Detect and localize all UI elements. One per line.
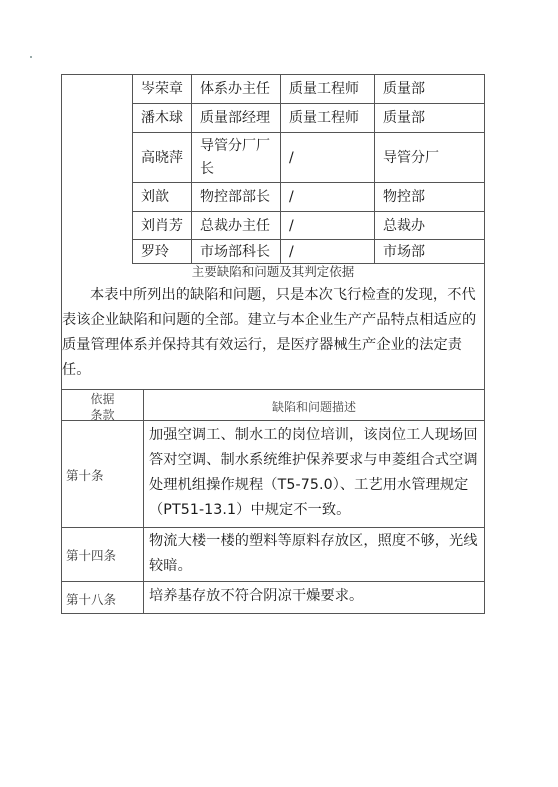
defect-clause: 第十条 <box>66 468 104 483</box>
person-name: 潘木球 <box>133 104 192 133</box>
person-title: / <box>281 212 375 240</box>
defect-clause: 第十四条 <box>66 548 117 563</box>
scan-speck <box>30 56 32 58</box>
table-row <box>133 133 485 183</box>
table-row <box>133 104 485 133</box>
person-department: 总裁办 <box>375 212 485 240</box>
person-department: 质量部 <box>375 104 485 133</box>
table-row <box>133 183 485 212</box>
table-row <box>133 212 485 240</box>
table-row <box>133 75 485 104</box>
person-department: 质量部 <box>375 75 485 104</box>
person-name: 刘歆 <box>133 183 192 212</box>
person-name: 罗玲 <box>133 240 192 264</box>
table-row <box>133 240 485 264</box>
defect-description: 培养基存放不符合阴凉干燥要求。 <box>149 588 364 604</box>
person-position: 质量部经理 <box>192 104 281 133</box>
person-position: 物控部部长 <box>192 183 281 212</box>
person-department: 导管分厂 <box>375 133 485 183</box>
defect-description: 加强空调工、制水工的岗位培训，该岗位工人现场回答对空调、制水系统维护保养要求与申菱组合式空调处理机组操作规程（T5-75.0）、工艺用水管理规定（PT51-13.1）中规定不一致。 <box>149 427 478 518</box>
person-name: 刘肖芳 <box>133 212 192 240</box>
person-department: 市场部 <box>375 240 485 264</box>
intro-paragraph: 本表中所列出的缺陷和问题，只是本次飞行检查的发现，不代表该企业缺陷和问题的全部。建立与本企业生产产品特点相适应的质量管理体系并保持其有效运行，是医疗器械生产企业的法定责任。 <box>62 287 477 378</box>
person-title: / <box>281 183 375 212</box>
person-title: 质量工程师 <box>281 75 375 104</box>
personnel-table <box>132 74 485 264</box>
person-position: 导管分厂厂长 <box>192 133 281 183</box>
section-title: 主要缺陷和问题及其判定依据 <box>191 264 355 279</box>
basis-header-line: 依据 <box>90 392 115 406</box>
description-header: 缺陷和问题描述 <box>271 400 356 414</box>
person-title: / <box>281 240 375 264</box>
basis-header <box>62 391 143 423</box>
person-department: 物控部 <box>375 183 485 212</box>
defect-clause: 第十八条 <box>66 592 117 607</box>
basis-header-line: 条款 <box>90 408 115 422</box>
defect-description: 物流大楼一楼的塑料等原料存放区，照度不够，光线较暗。 <box>149 533 478 574</box>
column-divider <box>143 390 144 614</box>
person-title: / <box>281 133 375 183</box>
person-name: 岑荣章 <box>133 75 192 104</box>
row-divider <box>61 581 485 582</box>
person-title: 质量工程师 <box>281 104 375 133</box>
person-name: 高晓萍 <box>133 133 192 183</box>
person-position: 总裁办主任 <box>192 212 281 240</box>
row-divider <box>61 527 485 528</box>
person-position: 体系办主任 <box>192 75 281 104</box>
row-divider <box>61 389 485 390</box>
person-position: 市场部科长 <box>192 240 281 264</box>
